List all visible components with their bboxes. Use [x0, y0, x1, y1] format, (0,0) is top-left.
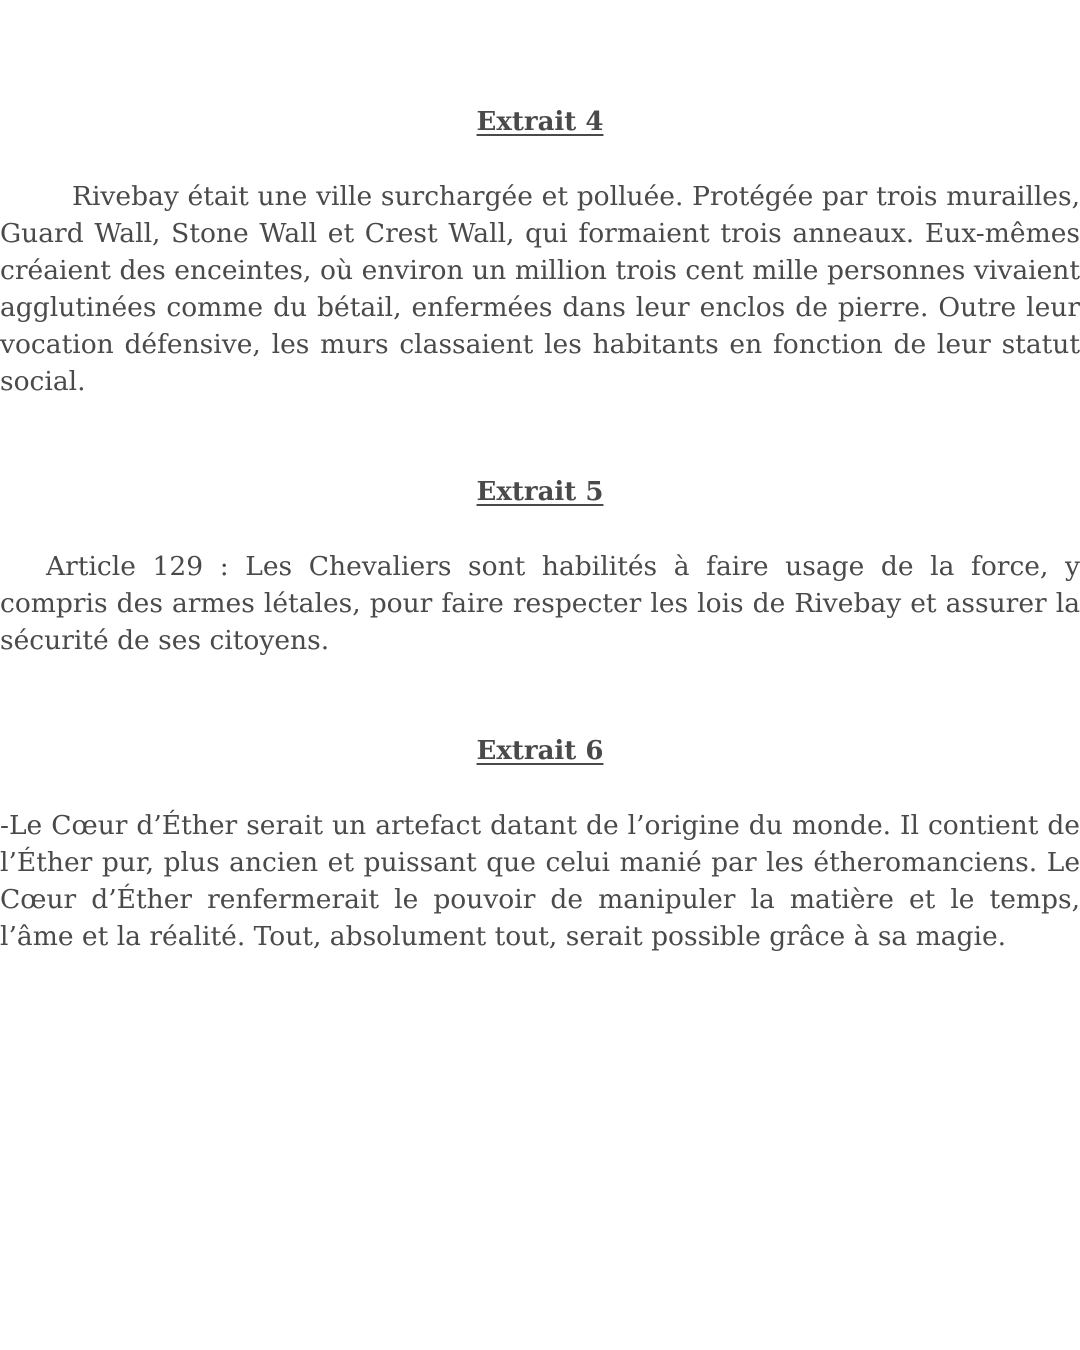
extract-paragraph: Article 129 : Les Chevaliers sont habilités à faire usage de la force, y compris des armes létales, pour faire respecter les lois de Rivebay et assurer la sécurité de ses citoyens. [0, 551, 1080, 656]
extract-heading [0, 735, 1080, 767]
extract-section-5 [0, 476, 1080, 659]
extract-title: Extrait 6 [476, 736, 604, 766]
extract-title: Extrait 5 [476, 477, 604, 507]
extract-section-4 [0, 106, 1080, 400]
extract-paragraph: Rivebay était une ville surchargée et polluée. Protégée par trois murailles, Guard Wall, Stone Wall et Crest Wall, qui formaient trois anneaux. Eux-mêmes créaient des enceintes, où environ un million trois cent mille personnes vivaient agglutinées comme du bétail, enfermées dans leur enclos de pierre. Outre leur vocation défensive, les murs classaient les habitants en fonction de leur statut social. [0, 181, 1080, 397]
extract-section-6 [0, 735, 1080, 955]
extract-title: Extrait 4 [476, 107, 604, 137]
extract-heading [0, 476, 1080, 508]
extract-paragraph: -Le Cœur d’Éther serait un artefact datant de l’origine du monde. Il contient de l’Éther pur, plus ancien et puissant que celui manié par les étheromanciens. Le Cœur d’Éther renfermerait le pouvoir de manipuler la matière et le temps, l’âme et la réalité. Tout, absolument tout, serait possible grâce à sa magie. [0, 810, 1080, 952]
extract-heading [0, 106, 1080, 138]
